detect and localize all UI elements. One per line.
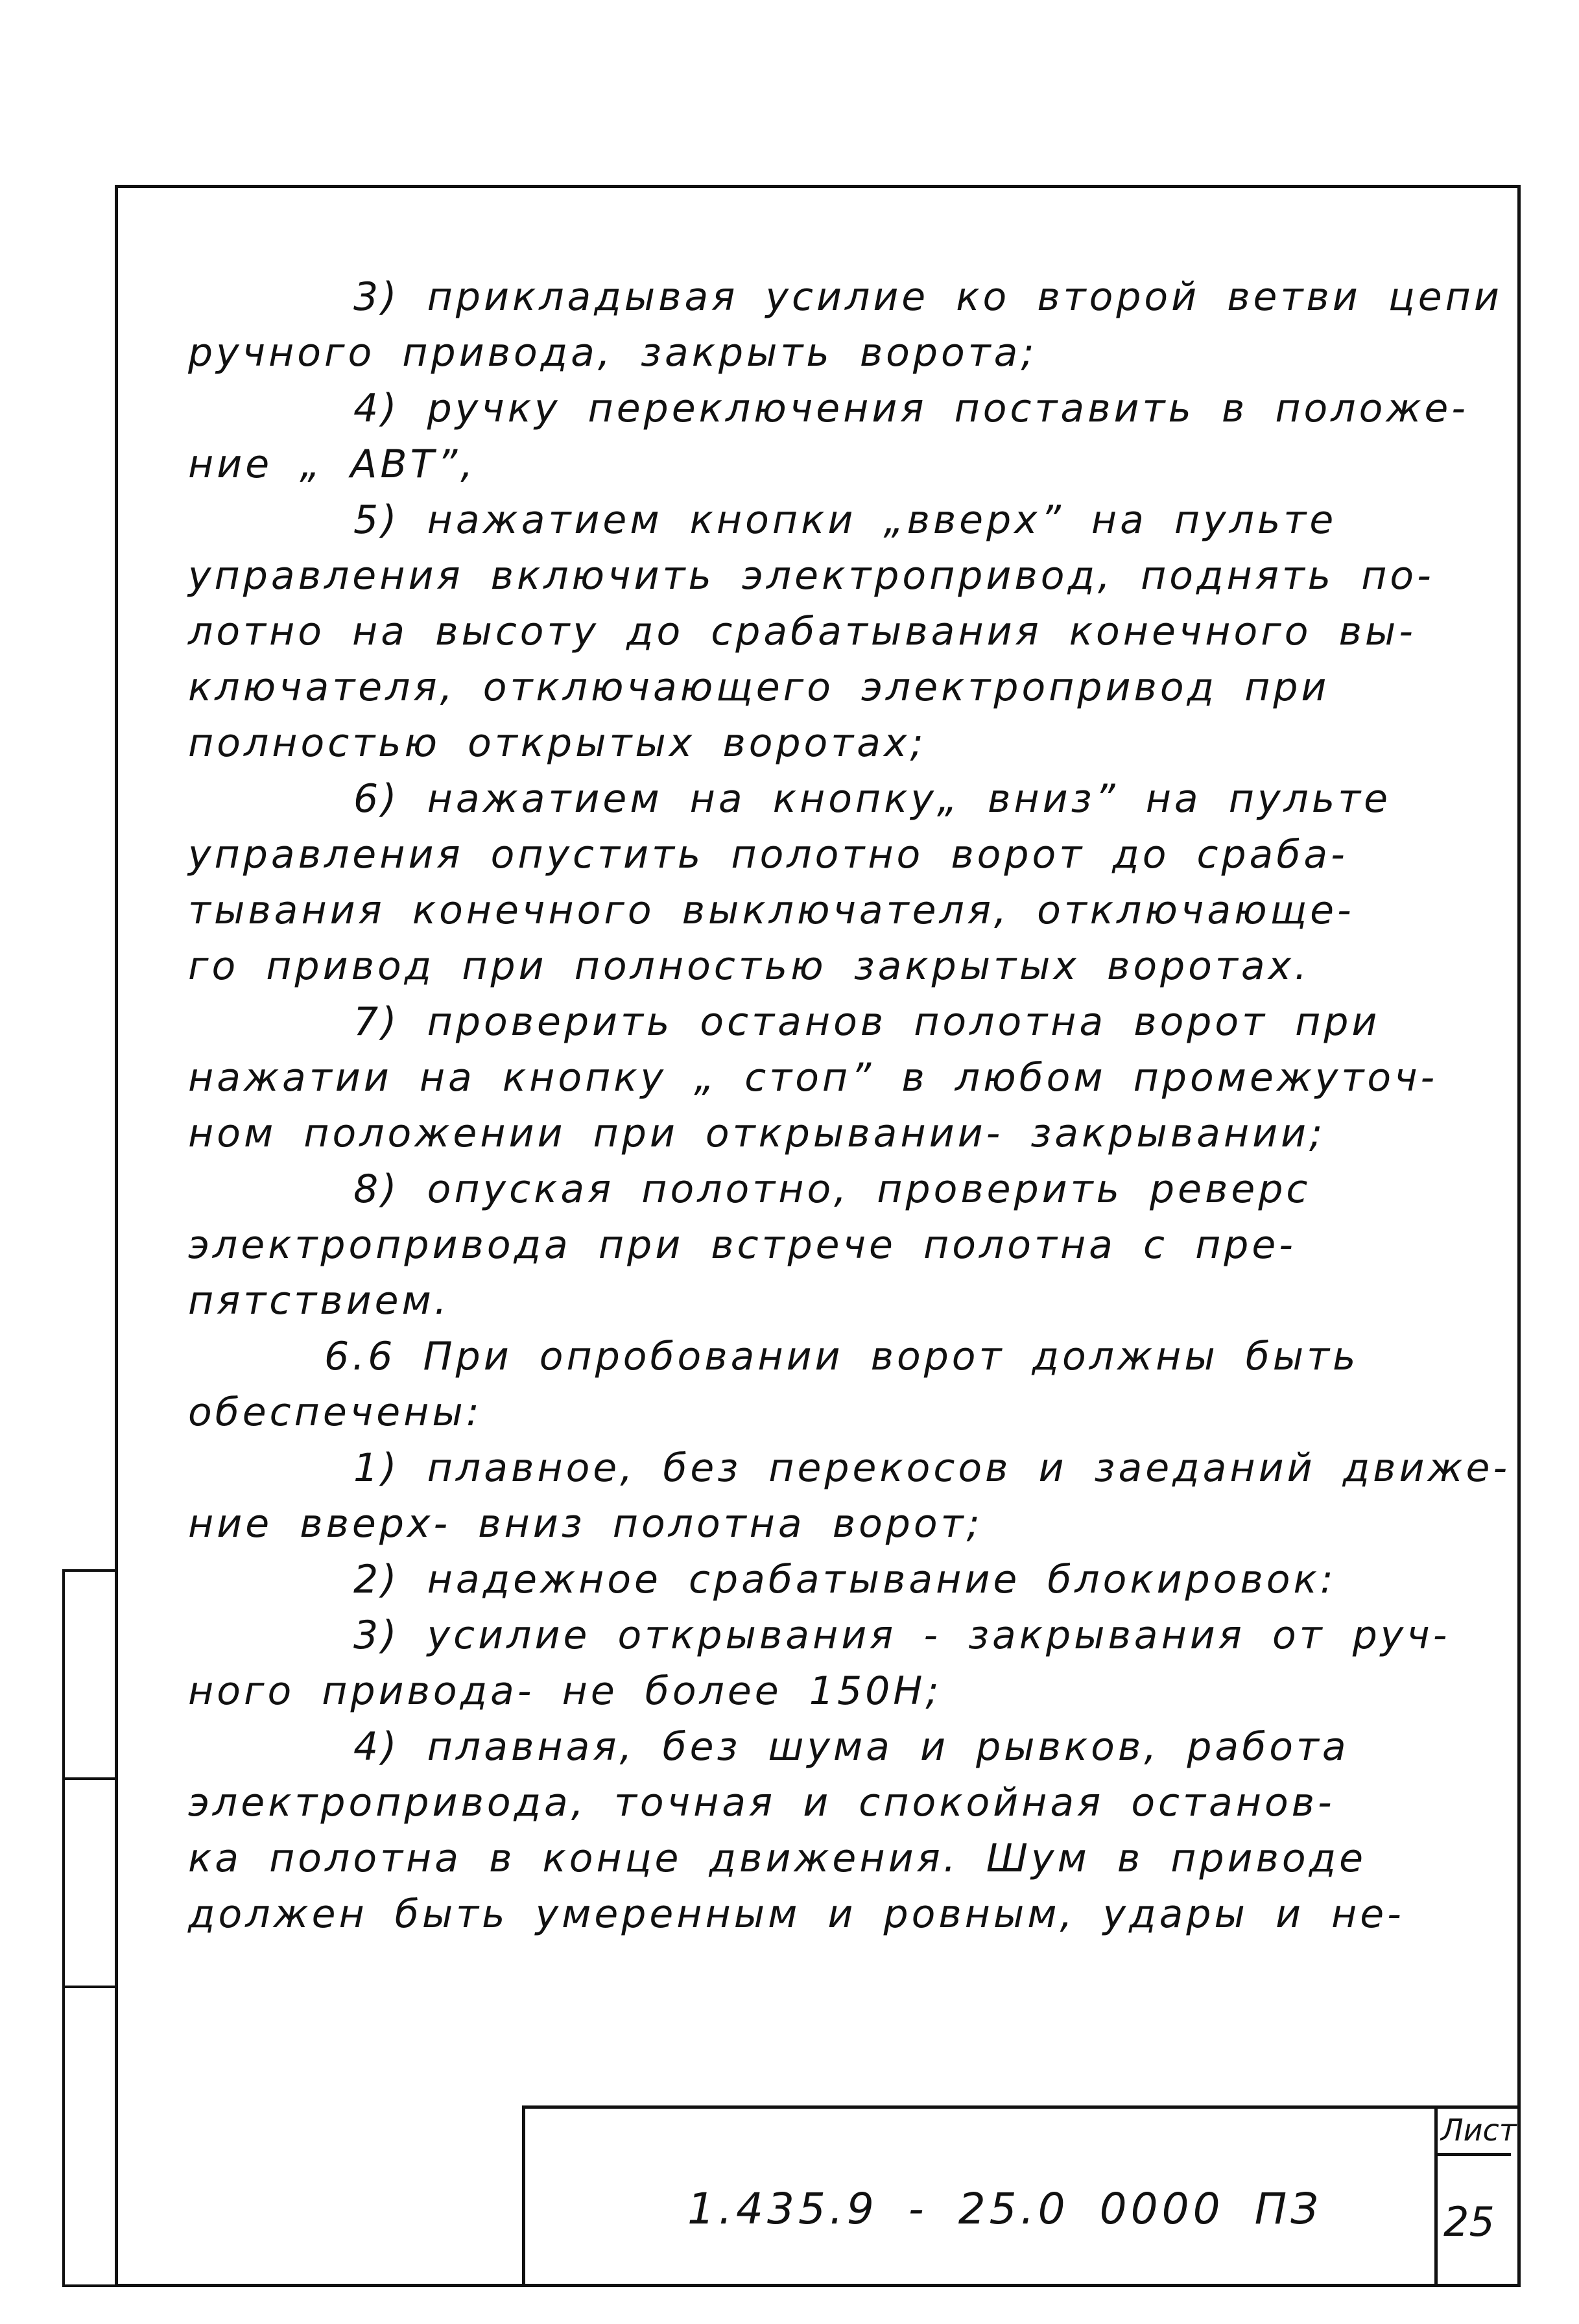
text-line: электропривода, точная и спокойная останов- bbox=[188, 1780, 1335, 1825]
sheet-label: Лист bbox=[1441, 2113, 1517, 2148]
text-line: 2) надежное срабатывание блокировок: bbox=[353, 1557, 1336, 1602]
sheet-box-divider bbox=[1434, 2105, 1438, 2287]
text-line: 5) нажатием кнопки „вверх” на пульте bbox=[353, 497, 1337, 543]
binding-strip-box-3 bbox=[62, 1986, 118, 2287]
text-line: лотно на высоту до срабатывания конечного вы- bbox=[188, 609, 1416, 654]
text-line: электропривода при встрече полотна с пре- bbox=[188, 1222, 1296, 1268]
text-line: тывания конечного выключателя, отключающе- bbox=[188, 888, 1355, 933]
text-line: нажатии на кнопку „ стоп” в любом промежуточ- bbox=[188, 1055, 1438, 1100]
text-line: 4) плавная, без шума и рывков, работа bbox=[353, 1724, 1349, 1770]
text-line: ка полотна в конце движения. Шум в приводе bbox=[188, 1836, 1367, 1881]
text-line: ном положении при открывании- закрывании; bbox=[188, 1111, 1326, 1156]
text-line: го привод при полностью закрытых воротах. bbox=[188, 943, 1311, 989]
document-code: 1.435.9 - 25.0 0000 ПЗ bbox=[687, 2184, 1322, 2234]
text-line: должен быть умеренным и ровным, удары и не- bbox=[188, 1891, 1405, 1937]
text-line: ние „ АВТ”, bbox=[188, 442, 477, 487]
text-line: 7) проверить останов полотна ворот при bbox=[353, 999, 1381, 1045]
text-line: 1) плавное, без перекосов и заеданий движе- bbox=[353, 1445, 1511, 1491]
binding-strip-box-1 bbox=[62, 1569, 118, 1780]
sheet-number: 25 bbox=[1443, 2198, 1495, 2246]
text-line: 3) прикладывая усилие ко второй ветви цепи bbox=[353, 274, 1502, 320]
text-line: ного привода- не более 150Н; bbox=[188, 1668, 942, 1714]
text-line: ручного привода, закрыть ворота; bbox=[188, 330, 1038, 375]
text-line: ние вверх- вниз полотна ворот; bbox=[188, 1501, 983, 1547]
text-line: обеспечены: bbox=[188, 1390, 482, 1435]
binding-strip-box-2 bbox=[62, 1777, 118, 1988]
text-line: 4) ручку переключения поставить в положе- bbox=[353, 386, 1469, 431]
text-line: 3) усилие открывания - закрывания от руч- bbox=[353, 1613, 1451, 1658]
text-line: 8) опуская полотно, проверить реверс bbox=[353, 1167, 1311, 1212]
text-line: ключателя, отключающего электропривод при bbox=[188, 665, 1330, 710]
text-line: управления включить электропривод, поднять по- bbox=[188, 553, 1434, 599]
text-line: управления опустить полотно ворот до сраба- bbox=[188, 832, 1348, 877]
text-line: полностью открытых воротах; bbox=[188, 720, 927, 766]
section-heading-line: 6.6 При опробовании ворот должны быть bbox=[324, 1334, 1359, 1379]
handwritten-body bbox=[188, 269, 1511, 1942]
text-line: 6) нажатием на кнопку„ вниз” на пульте bbox=[353, 776, 1392, 822]
sheet-box-divider bbox=[1434, 2153, 1511, 2156]
text-line: пятствием. bbox=[188, 1278, 450, 1323]
